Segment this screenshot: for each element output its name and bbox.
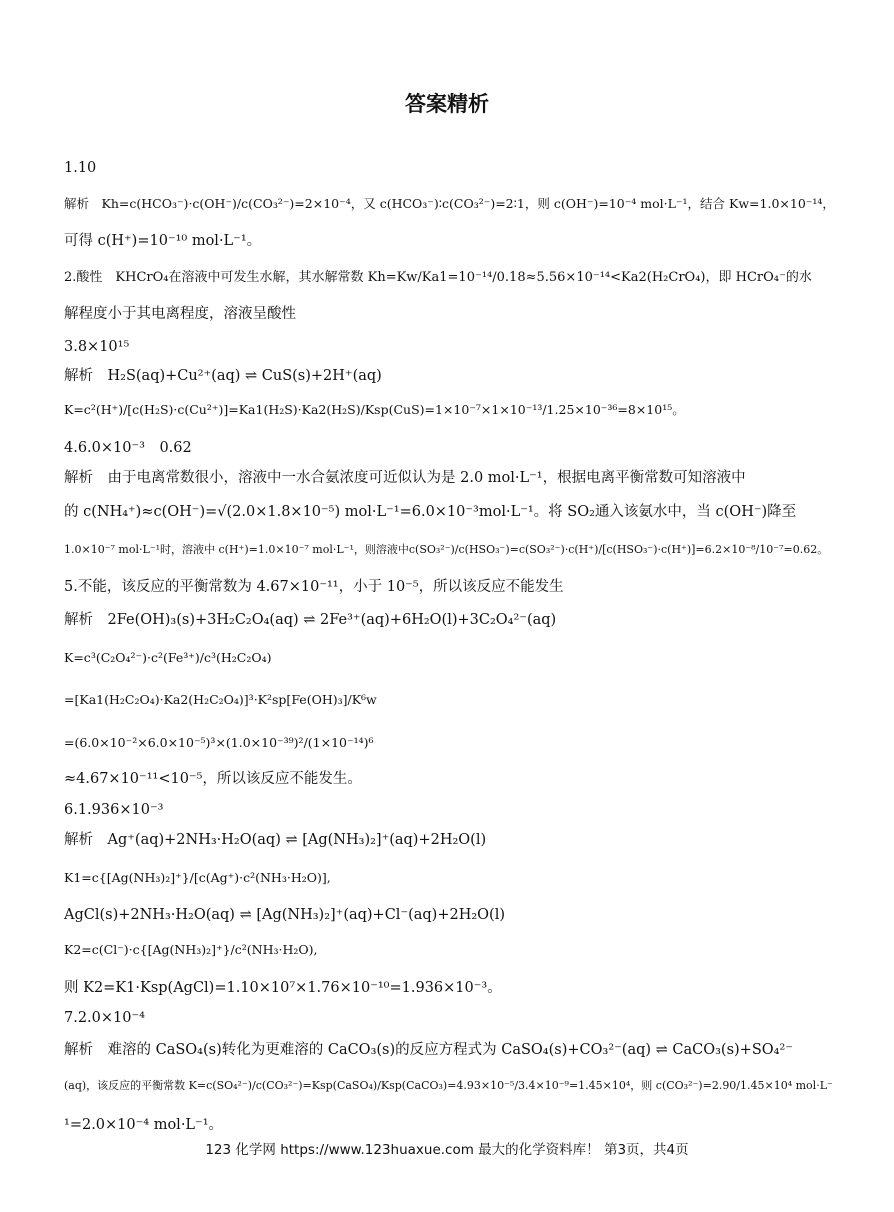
- answer-4-heading: 4.6.0×10⁻³ 0.62: [64, 440, 192, 456]
- answer-6-equation-1: 解析 Ag⁺(aq)+2NH₃·H₂O(aq) ⇌ [Ag(NH₃)₂]⁺(aq)+2H₂O(l): [64, 832, 487, 848]
- answer-6-heading: 6.1.936×10⁻³: [64, 802, 164, 818]
- answer-5-equation: 解析 2Fe(OH)₃(s)+3H₂C₂O₄(aq) ⇌ 2Fe³⁺(aq)+6H₂O(l)+3C₂O₄²⁻(aq): [64, 612, 557, 628]
- page-title: 答案精析: [405, 92, 489, 116]
- answer-7-heading: 7.2.0×10⁻⁴: [64, 1010, 145, 1026]
- answer-1-result: 可得 c(H⁺)=10⁻¹⁰ mol·L⁻¹。: [64, 233, 262, 249]
- answer-6-k1: K1=c{[Ag(NH₃)₂]⁺}/[c(Ag⁺)·c²(NH₃·H₂O)],: [64, 870, 331, 885]
- answer-7-result: ¹=2.0×10⁻⁴ mol·L⁻¹。: [64, 1117, 224, 1133]
- answer-3-equation: 解析 H₂S(aq)+Cu²⁺(aq) ⇌ CuS(s)+2H⁺(aq): [64, 368, 382, 384]
- answer-5-k-step-3: =(6.0×10⁻²×6.0×10⁻⁵)³×(1.0×10⁻³⁹)²/(1×10⁻¹⁴)⁶: [64, 735, 374, 750]
- answer-5-heading: 5.不能，该反应的平衡常数为 4.67×10⁻¹¹，小于 10⁻⁵，所以该反应不能发生: [64, 579, 564, 595]
- answer-6-k2: K2=c(Cl⁻)·c{[Ag(NH₃)₂]⁺}/c²(NH₃·H₂O),: [64, 942, 318, 957]
- answer-2-continued: 解程度小于其电离程度，溶液呈酸性: [64, 306, 296, 322]
- answer-7-explanation-2: (aq)，该反应的平衡常数 K=c(SO₄²⁻)/c(CO₃²⁻)=Ksp(CaSO₄)/Ksp(CaCO₃)=4.93×10⁻⁵/3.4×10⁻⁹=1.45×10⁴，则 c(CO₃²⁻)=2.90/1.45×10⁴ mol·L⁻: [64, 1079, 833, 1092]
- answer-2-heading: 2.酸性 KHCrO₄在溶液中可发生水解，其水解常数 Kh=Kw/Ka1=10⁻¹⁴/0.18≈5.56×10⁻¹⁴<Ka2(H₂CrO₄)，即 HCrO₄⁻的水: [64, 270, 812, 285]
- answer-1-heading: 1.10: [64, 160, 97, 176]
- answer-5-k-step-1: K=c³(C₂O₄²⁻)·c²(Fe³⁺)/c³(H₂C₂O₄): [64, 650, 272, 665]
- answer-1-explanation: 解析 Kh=c(HCO₃⁻)·c(OH⁻)/c(CO₃²⁻)=2×10⁻⁴，又 c(HCO₃⁻)∶c(CO₃²⁻)=2∶1，则 c(OH⁻)=10⁻⁴ mol·L⁻¹，结合 Kw=1.0×10⁻¹⁴，: [64, 196, 835, 211]
- answer-3-heading: 3.8×10¹⁵: [64, 339, 130, 355]
- answer-6-result: 则 K2=K1·Ksp(AgCl)=1.10×10⁷×1.76×10⁻¹⁰=1.936×10⁻³。: [64, 980, 502, 996]
- answer-4-explanation-2: 的 c(NH₄⁺)≈c(OH⁻)=√(2.0×1.8×10⁻⁵) mol·L⁻¹=6.0×10⁻³mol·L⁻¹。将 SO₂通入该氨水中，当 c(OH⁻)降至: [64, 504, 797, 520]
- answer-5-k-step-2: =[Ka1(H₂C₂O₄)·Ka2(H₂C₂O₄)]³·K²sp[Fe(OH)₃]/K⁶w: [64, 692, 377, 707]
- answer-6-equation-2: AgCl(s)+2NH₃·H₂O(aq) ⇌ [Ag(NH₃)₂]⁺(aq)+Cl⁻(aq)+2H₂O(l): [64, 907, 506, 923]
- page-footer: 123 化学网 https://www.123huaxue.com 最大的化学资料库！ 第3页，共4页: [205, 1142, 689, 1158]
- answer-4-explanation-3: 1.0×10⁻⁷ mol·L⁻¹时，溶液中 c(H⁺)=1.0×10⁻⁷ mol·L⁻¹，则溶液中c(SO₃²⁻)/c(HSO₃⁻)=c(SO₃²⁻)·c(H⁺)/[c(HSO₃⁻)·c(H⁺)]=6.2×10⁻⁸/10⁻⁷=0.62。: [64, 543, 829, 556]
- answer-5-conclusion: ≈4.67×10⁻¹¹<10⁻⁵，所以该反应不能发生。: [64, 771, 362, 787]
- answer-3-k-expression: K=c²(H⁺)/[c(H₂S)·c(Cu²⁺)]=Ka1(H₂S)·Ka2(H₂S)/Ksp(CuS)=1×10⁻⁷×1×10⁻¹³/1.25×10⁻³⁶=8×10¹⁵。: [64, 402, 685, 417]
- answer-7-explanation: 解析 难溶的 CaSO₄(s)转化为更难溶的 CaCO₃(s)的反应方程式为 CaSO₄(s)+CO₃²⁻(aq) ⇌ CaCO₃(s)+SO₄²⁻: [64, 1042, 793, 1058]
- answer-4-explanation: 解析 由于电离常数很小，溶液中一水合氨浓度可近似认为是 2.0 mol·L⁻¹，根据电离平衡常数可知溶液中: [64, 470, 746, 486]
